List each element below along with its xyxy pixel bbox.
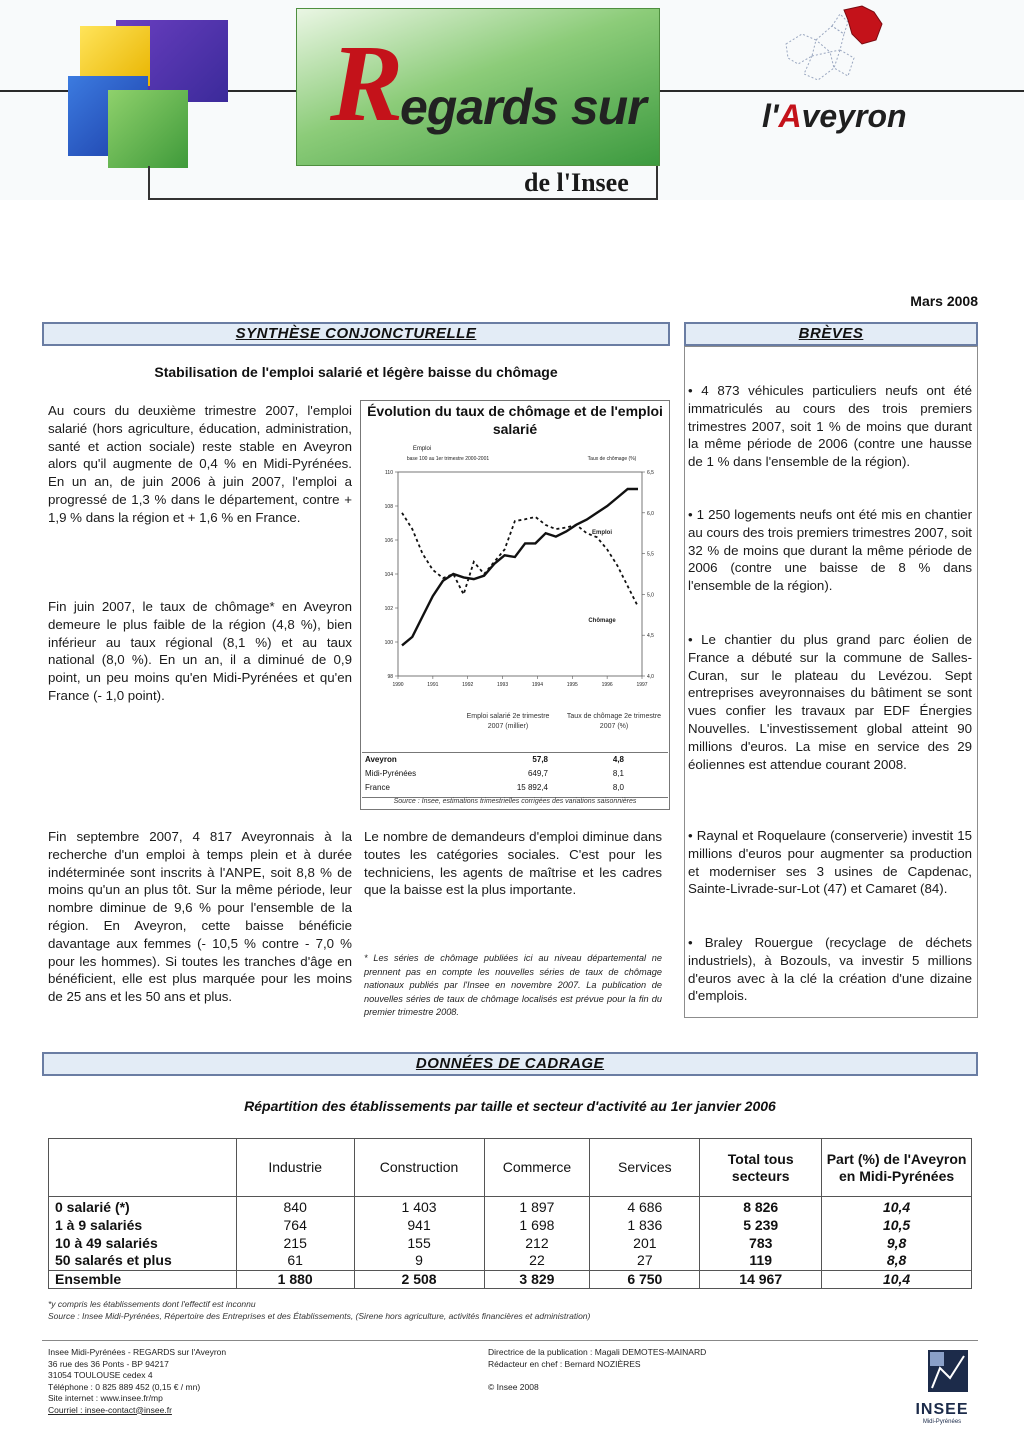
insee-logo-mark [910,1348,974,1396]
establishments-table [48,1138,972,1289]
title-subtitle-brand: Insee [570,168,629,197]
insee-logo-sub: Midi-Pyrénées [922,1419,962,1425]
cell-services: 27 [590,1252,700,1270]
right-tick-label: 4,0 [647,674,654,680]
row-label: 50 salarés et plus [49,1252,237,1270]
chart-table-taux: 8,0 [612,783,624,792]
footer-email[interactable]: Courriel : insee-contact@insee.fr [48,1404,172,1415]
synthese-paragraph-1: Au cours du deuxième trimestre 2007, l'emploi salarié (hors agriculture, éducation, administration, santé et action sociale) reste stable en Aveyron alors qu'il augmente de 0,4 % en Midi-Pyrénées. En un an, de juin 2006 à juin 2007, l'emploi a progressé de 1,3 % dans le département, contre + 1,9 % dans la région et + 1,6 % en France. [48,403,352,525]
cell-total: 783 [700,1234,822,1252]
chart-table-rows [362,753,668,795]
issue-date: Mars 2008 [910,293,978,309]
table-header-industrie: Industrie [236,1139,354,1197]
left-axis-title: Emploi [412,446,432,452]
footer-blank [488,1370,828,1382]
cell-total: 5 239 [700,1216,822,1234]
table-header-row [49,1139,972,1197]
x-tick-label: 1996 [601,682,613,688]
row-label: 10 à 49 salariés [49,1234,237,1252]
table-total-row [49,1270,972,1288]
table-body [49,1197,972,1289]
breves-item-3: • Le chantier du plus grand parc éolien de France a débuté sur la commune de Salles-Curan, sur le plateau du Levézou. Sept entreprises aveyronnaises du bâtiment se sont vues confier les travaux par EDF Énergies Nouvelles. L'investissement global atteint 90 millions d'euros. La mise en service des 29 éoliennes est attendue courant 2008. [688,632,972,772]
chart-table-emploi: 649,7 [527,769,548,778]
cell-part: 10,5 [822,1216,972,1234]
left-tick-label: 102 [384,606,393,612]
total-cell-services: 6 750 [590,1270,700,1288]
series-line-chomage [402,513,638,607]
breves-item-2: • 1 250 logements neufs ont été mis en chantier au cours des trois premiers trimestres 2007, soit 32 % de moins que durant la même période de 2006 (contre une baisse de 8 % dans l'ensemble de la région). [688,507,972,594]
cell-commerce: 1 698 [484,1216,590,1234]
region-name [762,98,907,135]
chart-table-label: France [365,783,390,792]
footer-address [48,1347,388,1416]
x-tick-label: 1997 [636,682,648,688]
right-tick-label: 6,5 [647,470,654,476]
breves-item-5: • Braley Rouergue (recyclage de déchets industriels), à Bozouls, va investir 5 millions d'euros avec à la clé la création d'une dizaine d'emplois. [688,935,972,1004]
table-row [49,1252,972,1270]
chart-table-label: Aveyron [365,755,397,764]
cell-total: 8 826 [700,1197,822,1217]
cell-industrie: 215 [236,1234,354,1252]
chart-table-label: Midi-Pyrénées [365,769,417,778]
x-tick-label: 1992 [462,682,474,688]
green-square [108,90,188,168]
x-tick-label: 1991 [427,682,439,688]
cell-industrie: 61 [236,1252,354,1270]
footer-website[interactable]: Site internet : www.insee.fr/mp [48,1393,163,1403]
cell-construction: 941 [354,1216,484,1234]
synthese-paragraph-2: Fin juin 2007, le taux de chômage* en Aveyron demeure le plus faible de la région (4,8 %), bien inférieur au taux régional (8,1 %) et au taux national (8,0 %). En un an, il a diminué de 0,9 point, un peu moins qu'en Midi-Pyrénées et qu'en France (- 1,0 point). [48,599,352,703]
series-label-chomage: Chômage [588,618,616,624]
chart-table-emploi: 57,8 [532,755,548,764]
left-tick-label: 100 [384,640,393,646]
title-initial: R [330,22,404,144]
chart-table-header-emploi: Emploi salarié 2e trimestre 2007 (millier) [466,713,550,730]
x-tick-label: 1993 [497,682,509,688]
table-row [49,1234,972,1252]
right-axis-title: Taux de chômage (%) [587,456,637,462]
chart-table-taux: 4,8 [612,755,624,764]
title-bracket-right [656,166,658,200]
cell-services: 4 686 [590,1197,700,1217]
cell-industrie: 764 [236,1216,354,1234]
chart-table-header-taux: Taux de chômage 2e trimestre 2007 (%) [566,713,662,730]
cell-commerce: 22 [484,1252,590,1270]
region-rest: veyron [801,98,907,134]
plot-area [398,472,642,676]
region-map-icon [782,4,890,88]
cell-services: 201 [590,1234,700,1252]
table-row [49,1216,972,1234]
chart-table-row [362,767,668,781]
left-tick-label: 98 [387,674,393,680]
cell-construction: 1 403 [354,1197,484,1217]
line-chart [362,440,668,704]
footer-editor: Rédacteur en chef : Bernard NOZIÈRES [488,1358,641,1369]
footer-copyright: © Insee 2008 [488,1381,539,1392]
synthese-footnote: * Les séries de chômage publiées ici au niveau départemental ne prennent pas en compte les nouvelles séries de taux de chômage nationaux publiés par l'Insee en novembre 2007. La publication de nouvelles séries de taux de chômage localisés est prévue pour la fin du premier trimestre 2008. [364,953,662,1017]
cell-commerce: 1 897 [484,1197,590,1217]
total-cell-industrie: 1 880 [236,1270,354,1288]
title-subtitle-prefix: de l' [524,168,571,197]
right-tick-label: 6,0 [647,510,654,517]
footer-address-line: Insee Midi-Pyrénées - REGARDS sur l'Aveyron [48,1347,227,1357]
region-prefix: l' [762,98,779,134]
footer-director: Directrice de la publication : Magali DEMOTES-MAINARD [488,1347,707,1357]
title-subtitle [524,168,629,198]
cell-construction: 9 [354,1252,484,1270]
right-tick-label: 5,0 [647,592,654,599]
table-header-empty [49,1139,237,1197]
chart-title: Évolution du taux de chômage et de l'emploi salarié [367,403,663,437]
chart-table-taux: 8,1 [612,769,624,778]
footer-address-line: 31054 TOULOUSE cedex 4 [48,1370,153,1380]
cell-services: 1 836 [590,1216,700,1234]
cell-construction: 155 [354,1234,484,1252]
cell-industrie: 840 [236,1197,354,1217]
title-text: egards sur [400,79,646,135]
insee-logo-text: INSEE [915,1401,969,1418]
chart-data-table [362,752,668,798]
row-label: 0 salarié (*) [49,1197,237,1217]
table-header-services: Services [590,1139,700,1197]
synthese-paragraph-3: Fin septembre 2007, 4 817 Aveyronnais à la recherche d'un emploi à temps plein et à durée indéterminée sont inscrits à l'ANPE, soit 8,8 % de moins qu'un an plus tôt. Sur la même période, leur nombre diminue de 9,6 % pour l'ensemble de la région. En Aveyron, cette baisse bénéficie davantage aux femmes (- 10,5 % contre - 7,0 % pour les hommes). Si toutes les tranches d'âge en bénéficient, elle est plus marquée pour les moins de 25 ans et les 50 ans et plus. [48,829,352,1005]
cell-part: 10,4 [822,1197,972,1217]
footer-credits [488,1347,828,1393]
total-cell-part: 10,4 [822,1270,972,1288]
synthese-subtitle: Stabilisation de l'emploi salarié et légère baisse du chômage [154,364,558,380]
left-tick-label: 104 [384,572,393,578]
cell-commerce: 212 [484,1234,590,1252]
cell-part: 9,8 [822,1234,972,1252]
right-tick-label: 4,5 [647,633,654,640]
cadrage-section-title: DONNÉES DE CADRAGE [42,1052,978,1076]
x-tick-label: 1990 [392,682,404,688]
table-header-construction: Construction [354,1139,484,1197]
cadrage-table-title: Répartition des établissements par taille et secteur d'activité au 1er janvier 2006 [244,1098,776,1114]
table-header-total: Total tous secteurs [700,1139,822,1197]
chart-source: Source : Insee, estimations trimestrielles corrigées des variations saisonnières [393,798,637,805]
synthese-section-title: SYNTHÈSE CONJONCTURELLE [42,322,670,346]
logo-squares [0,0,240,180]
left-tick-label: 108 [384,504,393,510]
breves-item-1: • 4 873 véhicules particuliers neufs ont été immatriculés au cours des trois premiers trimestres 2007, soit 1 % de moins que durant la même période de 2006 (contre une hausse de 1 % dans l'ensemble de la région). [688,383,972,470]
footer-rule [42,1340,978,1341]
total-cell-construction: 2 508 [354,1270,484,1288]
total-cell-commerce: 3 829 [484,1270,590,1288]
footer-phone: Téléphone : 0 825 889 452 (0,15 € / mn) [48,1381,201,1392]
chart-table-row [362,753,668,767]
insee-logo [910,1348,974,1425]
table-header-part: Part (%) de l'Aveyron en Midi-Pyrénées [822,1139,972,1197]
table-header-commerce: Commerce [484,1139,590,1197]
series-label-emploi: Emploi [591,530,613,536]
total-cell-total: 14 967 [700,1270,822,1288]
cell-part: 8,8 [822,1252,972,1270]
breves-section-title: BRÈVES [684,322,978,346]
row-label: Ensemble [49,1270,237,1288]
breves-item-4: • Raynal et Roquelaure (conserverie) investit 15 millions d'euros pour augmenter sa production et moderniser ses 3 usines de Capdenac, Sainte-Livrade-sur-Lot (47) et Camaret (84). [688,828,972,897]
left-tick-label: 110 [385,470,393,476]
chart-table-row [362,781,668,795]
x-tick-label: 1994 [531,682,543,688]
left-axis-subtitle: base 100 au 1er trimestre 2000-2001 [406,456,490,462]
footer-address-line: 36 rue des 36 Ponts - BP 94217 [48,1358,169,1369]
synthese-paragraph-4: Le nombre de demandeurs d'emploi diminue dans toutes les catégories sociales. C'est pour les techniciens, les agents de maîtrise et les cadres que la baisse est la plus importante. [364,829,662,898]
cadrage-note: *y compris les établissements dont l'effectif est inconnu [48,1299,256,1309]
cadrage-source: Source : Insee Midi-Pyrénées, Répertoire des Entreprises et des Établissements, (Sirene hors agriculture, activités financières et administration) [48,1311,591,1321]
table-row [49,1197,972,1217]
right-tick-label: 5,5 [647,551,654,558]
x-tick-label: 1995 [566,682,578,688]
left-tick-label: 106 [384,538,393,544]
row-label: 1 à 9 salariés [49,1216,237,1234]
chart-table-emploi: 15 892,4 [516,783,548,792]
region-initial: A [778,98,802,134]
cell-total: 119 [700,1252,822,1270]
